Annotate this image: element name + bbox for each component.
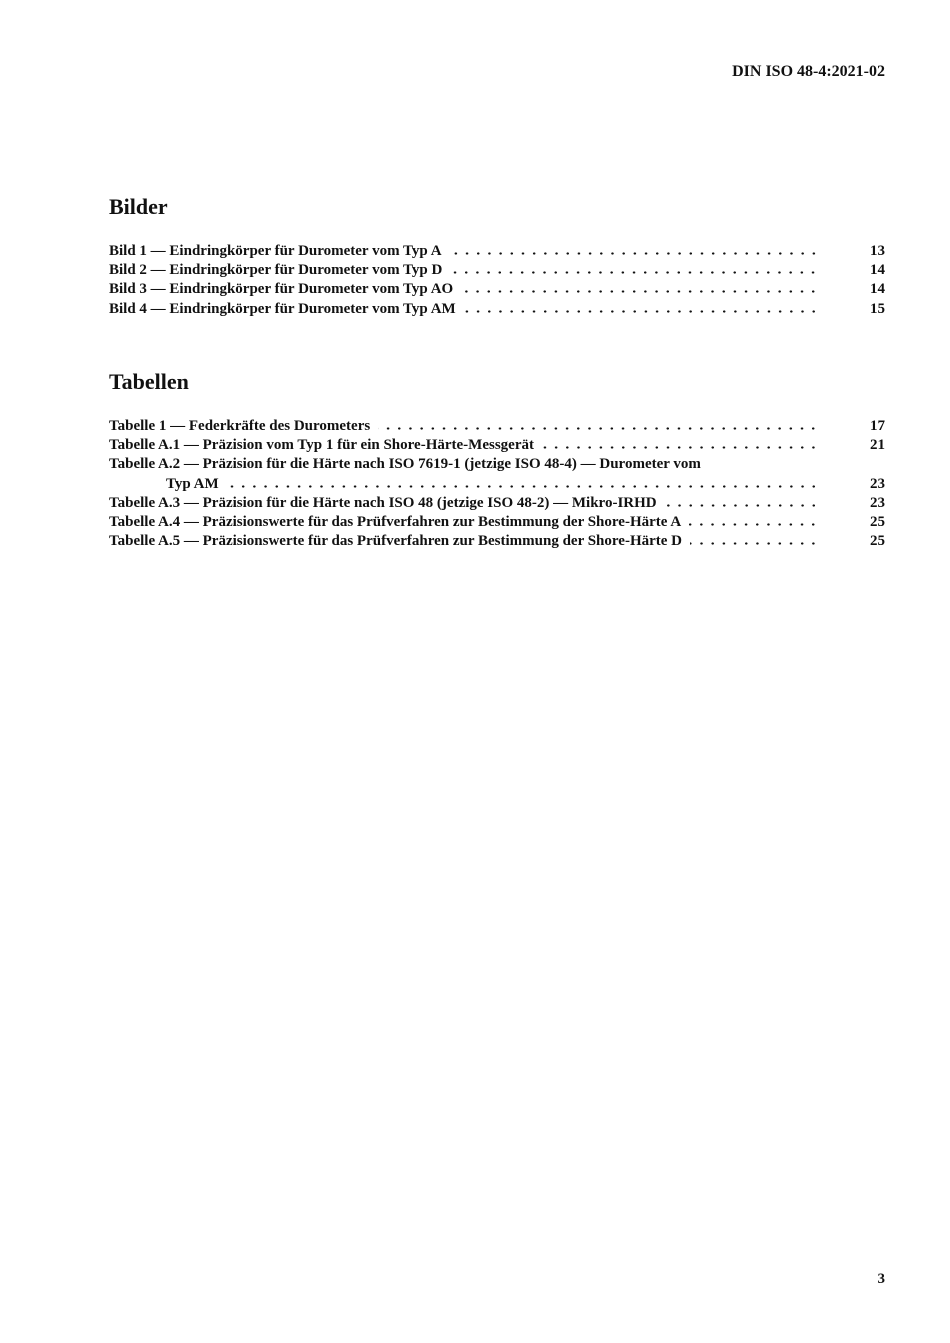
toc-entry-title: Bild 1 — Eindringkörper für Durometer vom Typ A: [109, 243, 442, 259]
toc-entry-page: 21: [870, 437, 885, 454]
dot-leader: [542, 446, 819, 449]
toc-entry-title: Tabelle A.1 — Präzision vom Typ 1 für ein Shore-Härte-Messgerät: [109, 437, 534, 454]
toc-entry-page: 15: [870, 300, 885, 317]
document-id: DIN ISO 48-4:2021-02: [732, 63, 885, 80]
toc-entry-bild-4[interactable]: [109, 300, 885, 319]
toc-entry-tabelle-a2[interactable]: [109, 455, 885, 493]
dot-leader: [227, 485, 819, 488]
tables-heading: Tabellen: [109, 369, 189, 394]
toc-entry-bild-2[interactable]: [109, 261, 885, 280]
tables-list: [109, 417, 885, 551]
toc-entry-page: 14: [870, 281, 885, 298]
figures-heading: Bilder: [109, 194, 168, 219]
toc-entry-title: Tabelle A.3 — Präzision für die Härte nach ISO 48 (jetzige ISO 48-2) — Mikro-IRHD: [109, 494, 657, 511]
toc-entry-tabelle-a4[interactable]: [109, 513, 885, 532]
dot-leader: [689, 523, 819, 526]
toc-entry-page: 25: [870, 514, 885, 531]
figures-list: [109, 242, 885, 319]
toc-entry-title: Tabelle A.4 — Präzisionswerte für das Prüfverfahren zur Bestimmung der Shore-Härte A: [109, 514, 682, 531]
toc-entry-tabelle-a5[interactable]: [109, 532, 885, 551]
toc-entry-title: Bild 2 — Eindringkörper für Durometer vom Typ D: [109, 262, 443, 279]
toc-entry-title-continuation: Typ AM: [166, 475, 219, 492]
toc-entry-title: Bild 3 — Eindringkörper für Durometer vom Typ AO: [109, 281, 454, 298]
toc-entry-tabelle-a1[interactable]: [109, 436, 885, 455]
dot-leader: [464, 310, 819, 313]
toc-entry-title: Tabelle 1 — Federkräfte des Durometers: [109, 418, 371, 434]
toc-entry-page: 17: [870, 418, 885, 434]
toc-entry-page: 14: [870, 262, 885, 279]
page-number: 3: [877, 1271, 885, 1287]
toc-entry-page: 25: [870, 533, 885, 550]
toc-entry-tabelle-1[interactable]: [109, 417, 885, 436]
toc-entry-title: Tabelle A.5 — Präzisionswerte für das Prüfverfahren zur Bestimmung der Shore-Härte D: [109, 533, 683, 550]
toc-entry-bild-3[interactable]: [109, 280, 885, 299]
dot-leader: [450, 252, 819, 255]
toc-entry-tabelle-a3[interactable]: [109, 494, 885, 513]
dot-leader: [690, 542, 819, 545]
toc-entry-page: 23: [870, 475, 885, 492]
dot-leader: [378, 427, 819, 430]
toc-entry-title: Tabelle A.2 — Präzision für die Härte nach ISO 7619-1 (jetzige ISO 48-4) — Durometer vom: [109, 456, 701, 473]
dot-leader: [461, 290, 819, 293]
toc-entry-page: 23: [870, 494, 885, 511]
toc-entry-bild-1[interactable]: [109, 242, 885, 261]
toc-entry-title: Bild 4 — Eindringkörper für Durometer vom Typ AM: [109, 300, 456, 317]
dot-leader: [450, 271, 819, 274]
toc-entry-page: 13: [870, 243, 885, 259]
dot-leader: [665, 504, 819, 507]
